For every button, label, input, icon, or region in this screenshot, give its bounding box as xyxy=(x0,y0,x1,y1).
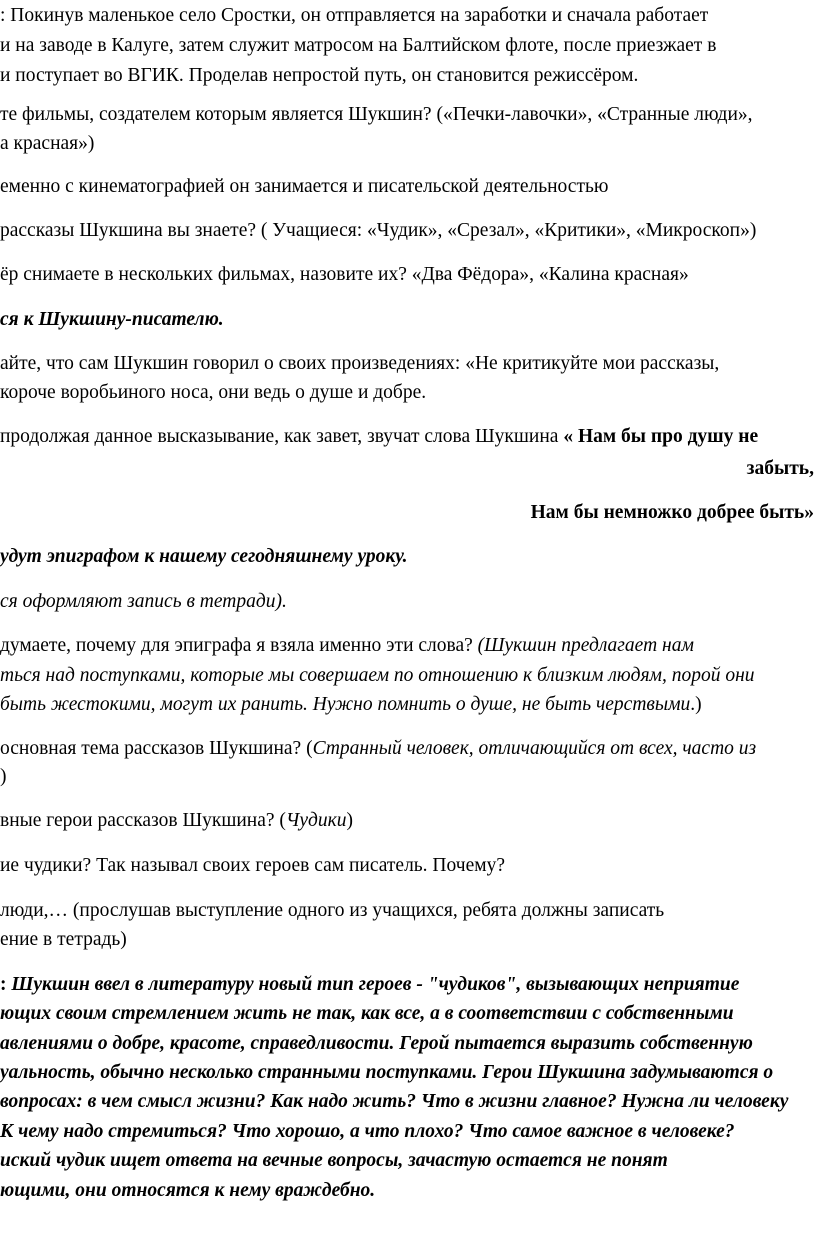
text-run: иский чудик ищет ответа на вечные вопросы, зачастую остается не понят xyxy=(0,1150,668,1171)
text-line-12 xyxy=(0,423,758,451)
text-line-17 xyxy=(0,632,694,660)
text-run: ) xyxy=(346,810,353,831)
text-run: ющими, они относятся к нему враждебно. xyxy=(0,1180,376,1201)
text-line-22 xyxy=(0,807,353,835)
text-line-10 xyxy=(0,350,719,378)
text-run: уальность, обычно несколько странными поступками. Герои Шукшина задумываются о xyxy=(0,1062,774,1083)
text-run: авлениями о добре, красоте, справедливости. Герой пытается выразить собственную xyxy=(0,1033,753,1054)
text-run: ющих своим стремлением жить не так, как все, а в соответствии с собственными xyxy=(0,1003,734,1024)
text-run: рассказы Шукшина вы знаете? ( Учащиеся: «Чудик», «Срезал», «Критики», «Микроскоп») xyxy=(0,220,757,241)
text-line-32 xyxy=(0,1147,668,1175)
text-run: (Шукшин предлагает нам xyxy=(477,635,694,656)
text-run: еменно с кинематографией он занимается и писательской деятельностью xyxy=(0,176,609,197)
quote-line-2 xyxy=(531,499,814,527)
text-line-18 xyxy=(0,662,755,690)
text-line-30 xyxy=(0,1088,788,1116)
text-run: забыть, xyxy=(746,458,814,479)
text-run: : Покинув маленькое село Сростки, он отправляется на заработки и сначала работает xyxy=(0,5,709,26)
text-run: удут эпиграфом к нашему сегодняшнему уроку. xyxy=(0,546,408,567)
text-run: ёр снимаете в нескольких фильмах, назовите их? «Два Фёдора», «Калина красная» xyxy=(0,264,689,285)
text-run: и на заводе в Калуге, затем служит матросом на Балтийском флоте, после приезжает в xyxy=(0,35,717,56)
text-run: а красная») xyxy=(0,133,95,154)
text-run: Чудики xyxy=(285,810,347,831)
text-line-31 xyxy=(0,1118,735,1146)
text-line-8 xyxy=(0,261,689,289)
text-line-29 xyxy=(0,1059,773,1087)
text-line-1 xyxy=(0,2,708,30)
text-line-19 xyxy=(0,691,702,719)
text-run: основная тема рассказов Шукшина? ( xyxy=(0,738,313,759)
text-run: « Нам бы про душу не xyxy=(563,426,759,447)
text-run: К чему надо стремиться? Что хорошо, а что плохо? Что самое важное в человеке? xyxy=(0,1121,735,1142)
text-run: Шукшин ввел в литературу новый тип героев - "чудиков", вызывающих неприятие xyxy=(11,974,740,995)
text-line-16 xyxy=(0,588,287,616)
text-line-27 xyxy=(0,1000,734,1028)
text-line-24 xyxy=(0,897,664,925)
text-line-3 xyxy=(0,62,638,90)
text-run: ) xyxy=(0,766,7,787)
text-line-2 xyxy=(0,32,716,60)
text-run: ие чудики? Так называл своих героев сам писатель. Почему? xyxy=(0,855,505,876)
text-run: .) xyxy=(690,694,702,715)
text-run: вопросах: в чем смысл жизни? Как надо жить? Что в жизни главное? Нужна ли человеку xyxy=(0,1091,789,1112)
text-line-28 xyxy=(0,1030,753,1058)
text-run: короче воробьиного носа, они ведь о душе и добре. xyxy=(0,382,427,403)
text-run: ся оформляют запись в тетради). xyxy=(0,591,287,612)
text-run: продолжая данное высказывание, как завет, звучат слова Шукшина xyxy=(0,426,564,447)
text-run: ение в тетрадь) xyxy=(0,929,127,950)
text-run: ся к Шукшину-писателю. xyxy=(0,309,224,330)
text-run: : xyxy=(0,974,12,995)
text-line-20 xyxy=(0,735,756,763)
text-run: Странный человек, отличающийся от всех, часто из xyxy=(312,738,757,759)
text-run: Нам бы немножко добрее быть» xyxy=(530,502,814,523)
text-line-11 xyxy=(0,379,426,407)
text-line-33 xyxy=(0,1177,375,1205)
text-line-4 xyxy=(0,101,753,129)
text-run: те фильмы, создателем которым является Шукшин? («Печки-лавочки», «Странные люди», xyxy=(0,104,753,125)
text-line-23 xyxy=(0,852,505,880)
text-run: айте, что сам Шукшин говорил о своих произведениях: «Не критикуйте мои рассказы, xyxy=(0,353,720,374)
epigraph-note xyxy=(0,543,408,571)
text-line-6 xyxy=(0,173,608,201)
text-line-5 xyxy=(0,130,94,158)
text-line-26 xyxy=(0,971,739,999)
text-run: вные герои рассказов Шукшина? ( xyxy=(0,810,286,831)
text-run: ться над поступками, которые мы совершаем по отношению к близким людям, порой они xyxy=(0,665,755,686)
text-line-21 xyxy=(0,763,7,791)
text-line-7 xyxy=(0,217,756,245)
text-run: и поступает во ВГИК. Проделав непростой путь, он становится режиссёром. xyxy=(0,65,639,86)
text-line-25 xyxy=(0,926,127,954)
text-run: люди,… (прослушав выступление одного из учащихся, ребята должны записать xyxy=(0,900,665,921)
text-run: думаете, почему для эпиграфа я взяла именно эти слова? xyxy=(0,635,478,656)
quote-line-1 xyxy=(747,455,814,483)
section-heading xyxy=(0,306,224,334)
text-run: быть жестокими, могут их ранить. Нужно помнить о душе, не быть черствыми xyxy=(0,694,691,715)
